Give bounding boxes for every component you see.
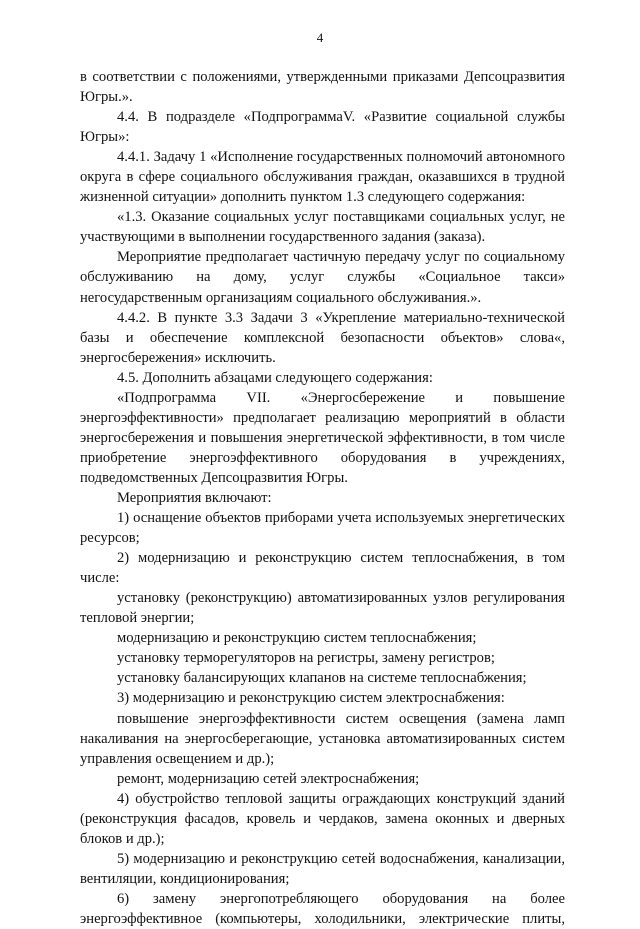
- paragraph-p17: повышение энергоэффективности систем освещения (замена ламп накаливания на энергосберегающие, установка автоматизированных систем управления освещением и др.);: [80, 710, 565, 767]
- paragraph-p21: 6) замену энергопотребляющего оборудования на более энергоэффективное (компьютеры, холодильники, электрические плиты,: [80, 890, 565, 927]
- paragraph-p20: 5) модернизацию и реконструкцию сетей водоснабжения, канализации, вентиляции, кондиционирования;: [80, 850, 565, 887]
- paragraph-p01: в соответствии с положениями, утвержденными приказами Депсоцразвития Югры.».: [80, 69, 565, 106]
- paragraph-p05: Мероприятие предполагает частичную передачу услуг по социальному обслуживанию на дому, услуг службы «Социальное такси» негосударственным организациям социального обслуживания.».: [80, 249, 565, 306]
- paragraph-p19: 4) обустройство тепловой защиты ограждающих конструкций зданий (реконструкция фасадов, кровель и чердаков, замена оконных и дверных блоков и др.);: [80, 790, 565, 847]
- paragraph-p10: 1) оснащение объектов приборами учета используемых энергетических ресурсов;: [80, 510, 565, 547]
- page-number: 4: [316, 30, 324, 45]
- paragraph-p06: 4.4.2. В пункте 3.3 Задачи 3 «Укрепление материально-технической базы и обеспечение комплексной безопасности объектов» слова«, энергосбережения» исключить.: [80, 309, 565, 366]
- paragraph-p08: «Подпрограмма VII. «Энергосбережение и повышение энергоэффективности» предполагает реализацию мероприятий в области энергосбережения и повышения энергетической эффективности, в том числе приобретение энергоэффективного оборудования в учреждениях, подведомственных Депсоцразвития Югры.: [80, 389, 565, 486]
- paragraph-p16: 3) модернизацию и реконструкцию систем электроснабжения:: [117, 690, 505, 707]
- paragraph-p07: 4.5. Дополнить абзацами следующего содержания:: [117, 369, 433, 386]
- paragraph-p04: «1.3. Оказание социальных услуг поставщиками социальных услуг, не участвующими в выполнении государственного задания (заказа).: [80, 209, 565, 246]
- paragraph-p11: 2) модернизацию и реконструкцию систем теплоснабжения, в том числе:: [80, 550, 565, 587]
- paragraph-p18: ремонт, модернизацию сетей электроснабжения;: [117, 770, 420, 787]
- paragraph-p14: установку терморегуляторов на регистры, замену регистров;: [117, 650, 495, 667]
- paragraph-p03: 4.4.1. Задачу 1 «Исполнение государственных полномочий автономного округа в сфере социального обслуживания граждан, оказавшихся в трудной жизненной ситуации» дополнить пунктом 1.3 следующего содержания:: [80, 149, 565, 206]
- paragraph-p13: модернизацию и реконструкцию систем теплоснабжения;: [117, 630, 477, 647]
- paragraph-p12: установку (реконструкцию) автоматизированных узлов регулирования тепловой энергии;: [80, 590, 565, 627]
- paragraph-p02: 4.4. В подразделе «ПодпрограммаV. «Развитие социальной службы Югры»:: [80, 109, 565, 146]
- paragraph-p09: Мероприятия включают:: [117, 489, 272, 506]
- paragraph-p15: установку балансирующих клапанов на системе теплоснабжения;: [117, 670, 527, 687]
- document-body: [80, 67, 565, 929]
